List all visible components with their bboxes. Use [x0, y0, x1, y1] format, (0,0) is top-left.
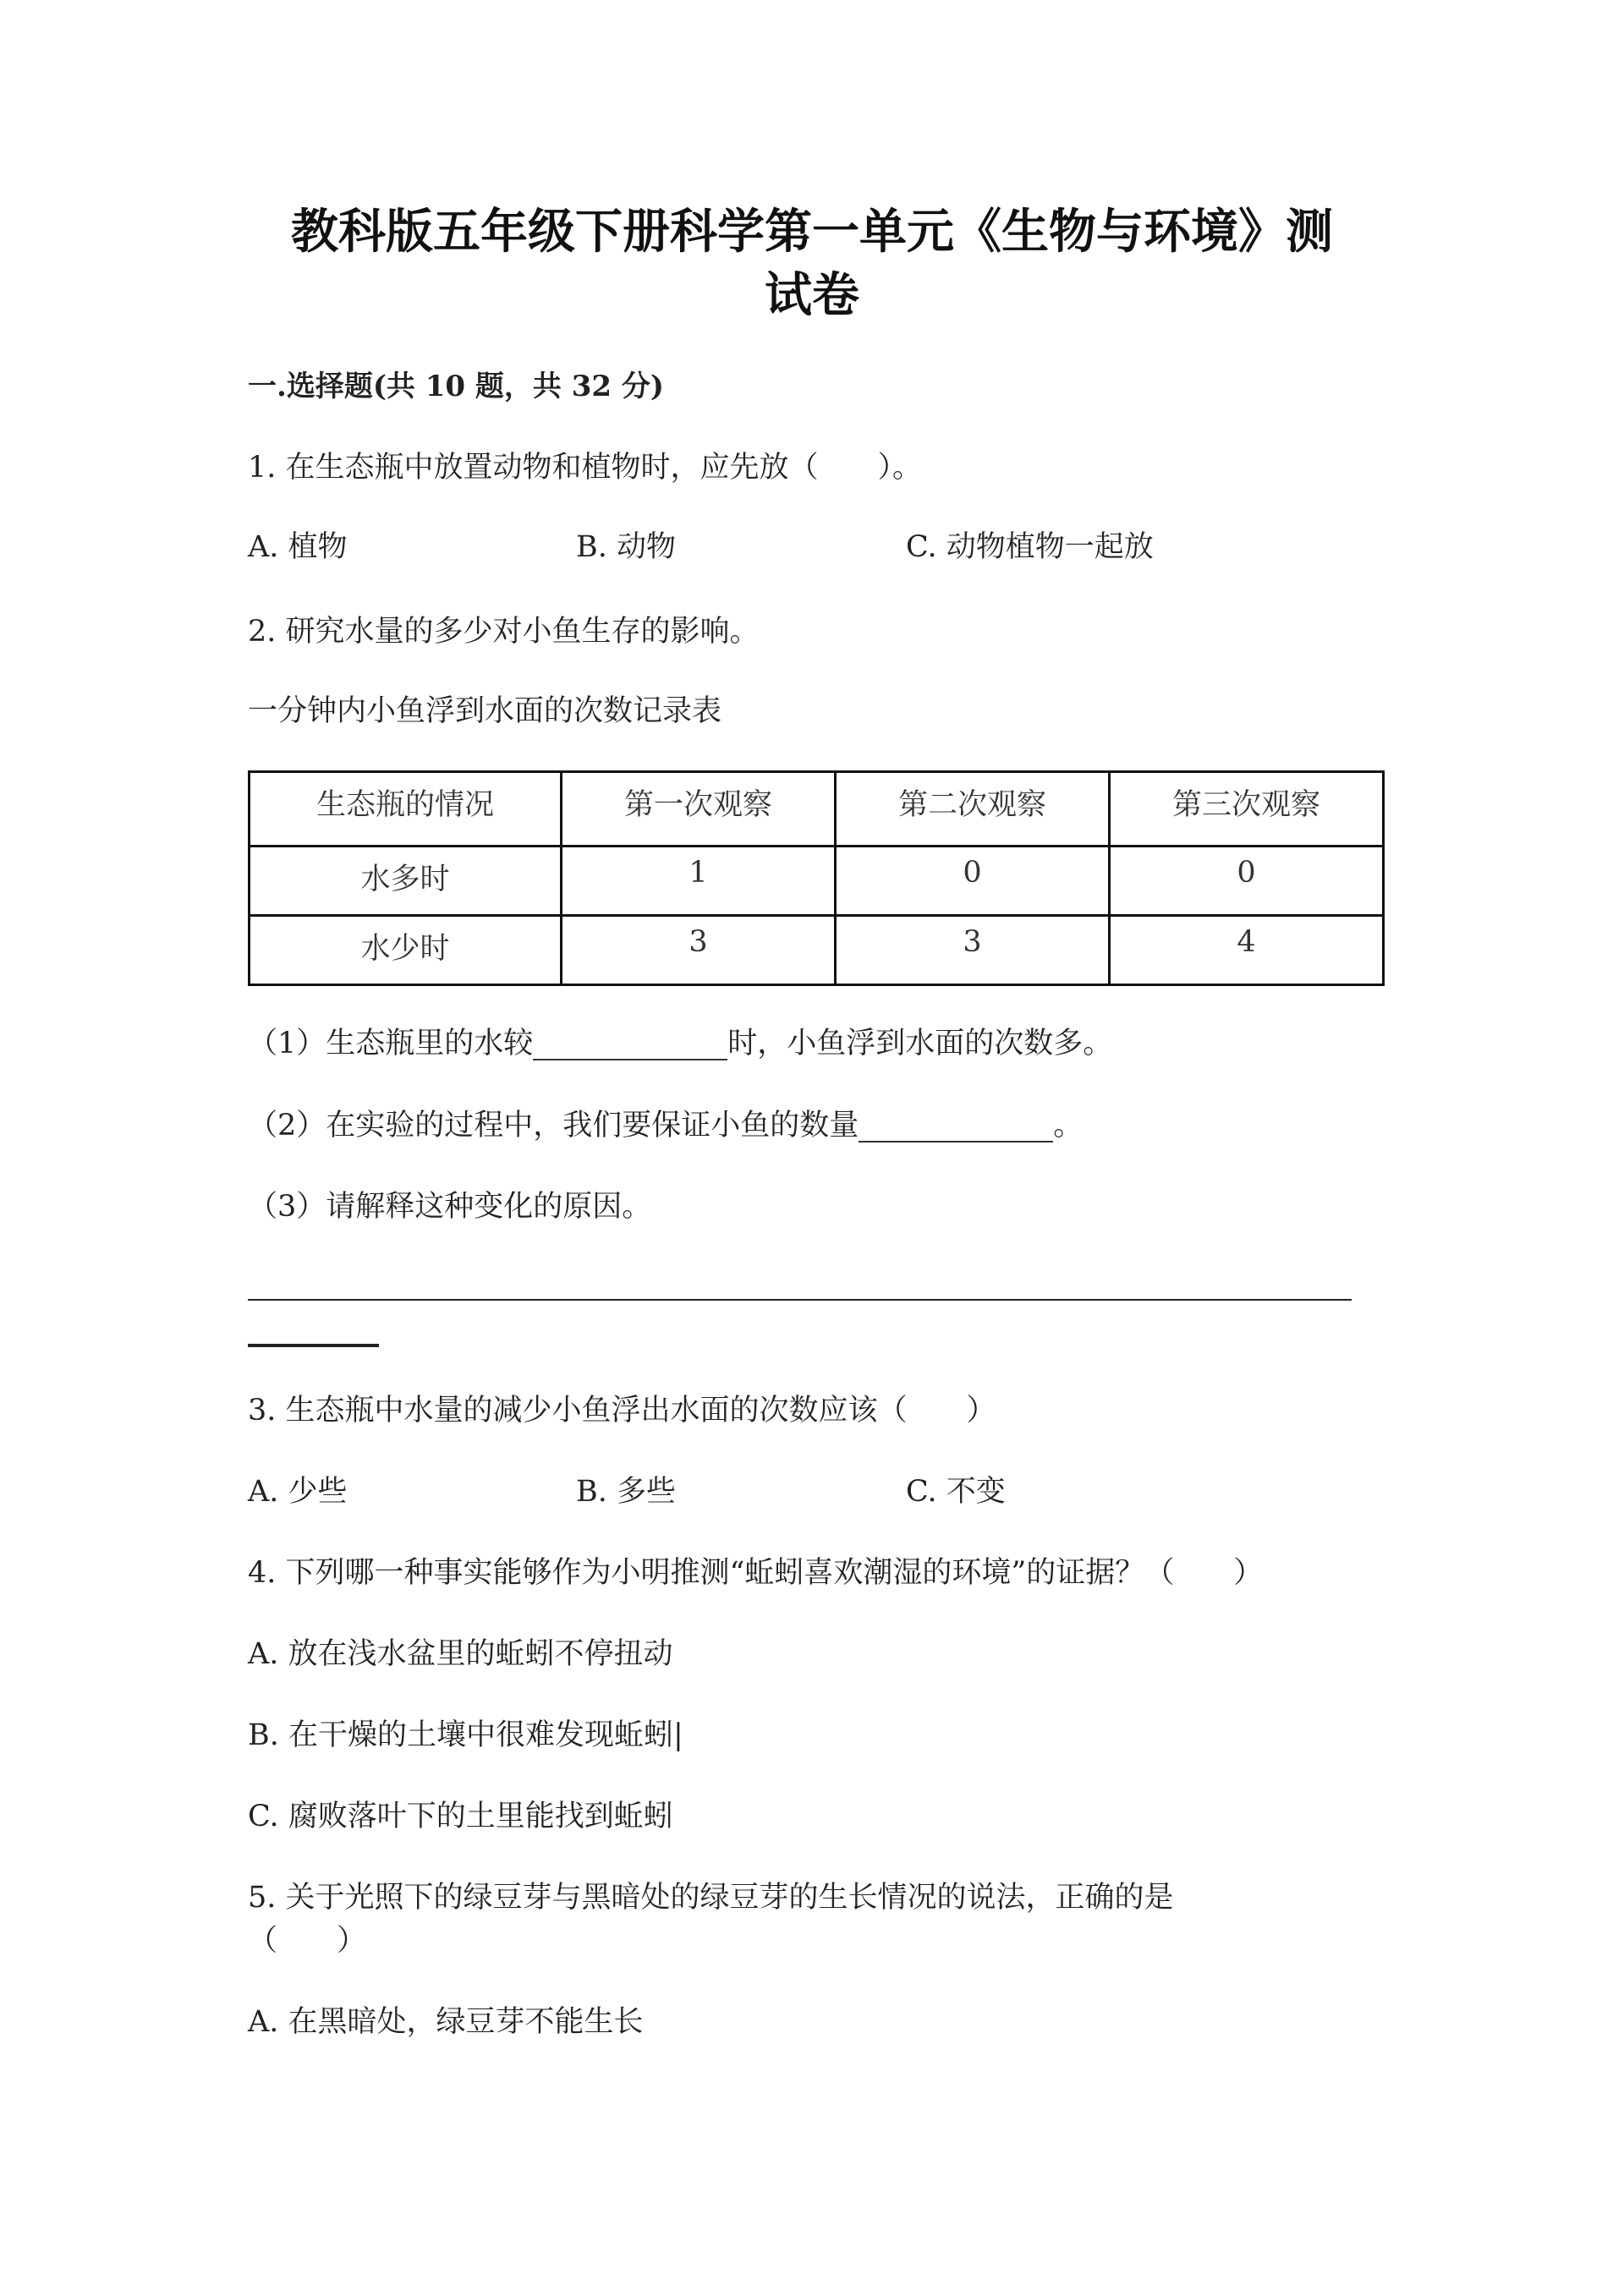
table-cell: 0 [1110, 847, 1384, 916]
q3-option-c: C. 不变 [906, 1475, 1006, 1509]
table-cell: 3 [836, 916, 1110, 985]
table-header: 第二次观察 [836, 772, 1110, 847]
answer-line[interactable] [248, 1299, 1352, 1301]
table-caption: 一分钟内小鱼浮到水面的次数记录表 [248, 694, 722, 728]
q2-sub1 [248, 1027, 1112, 1060]
q3-option-a: A. 少些 [248, 1475, 348, 1509]
answer-line[interactable] [248, 1344, 379, 1347]
table-header: 第一次观察 [562, 772, 836, 847]
table-header: 第三次观察 [1110, 772, 1384, 847]
q5-option-a: A. 在黑暗处，绿豆芽不能生长 [248, 2005, 644, 2039]
answer-blank[interactable] [859, 1114, 1053, 1143]
q3-option-b: B. 多些 [576, 1475, 676, 1509]
q4-option-b: B. 在干燥的土壤中很难发现蚯蚓| [248, 1718, 683, 1752]
table-row [250, 847, 1384, 916]
table-row [250, 916, 1384, 985]
table-cell: 0 [836, 847, 1110, 916]
table-cell: 水少时 [250, 916, 562, 985]
q2-sub2-post: 。 [1053, 1109, 1084, 1143]
table-cell: 水多时 [250, 847, 562, 916]
table-header-row [250, 772, 1384, 847]
q1-stem: 1. 在生态瓶中放置动物和植物时，应先放（ ）。 [248, 451, 923, 485]
table-cell: 3 [562, 916, 836, 985]
table-cell: 1 [562, 847, 836, 916]
q2-sub1-post: 时，小鱼浮到水面的次数多。 [727, 1027, 1113, 1060]
q5-paren: （ ） [248, 1924, 367, 1958]
q4-stem: 4. 下列哪一种事实能够作为小明推测“蚯蚓喜欢潮湿的环境”的证据？（ ） [248, 1556, 1264, 1590]
table-cell: 4 [1110, 916, 1384, 985]
q1-option-c: C. 动物植物一起放 [906, 530, 1154, 564]
q2-sub2 [248, 1109, 1083, 1143]
q2-stem: 2. 研究水量的多少对小鱼生存的影响。 [248, 615, 760, 649]
q1-option-b: B. 动物 [576, 530, 676, 564]
q2-sub1-pre: （1）生态瓶里的水较 [248, 1027, 534, 1060]
observation-table [248, 770, 1385, 986]
section-heading: 一.选择题(共 10 题，共 32 分) [248, 370, 664, 403]
q4-option-c: C. 腐败落叶下的土里能找到蚯蚓 [248, 1800, 673, 1833]
doc-title-line2: 试卷 [765, 267, 859, 323]
q2-sub2-pre: （2）在实验的过程中，我们要保证小鱼的数量 [248, 1109, 859, 1143]
q2-sub3: （3）请解释这种变化的原因。 [248, 1190, 652, 1224]
q5-stem: 5. 关于光照下的绿豆芽与黑暗处的绿豆芽的生长情况的说法，正确的是 [248, 1881, 1174, 1915]
q4-option-a: A. 放在浅水盆里的蚯蚓不停扭动 [248, 1637, 673, 1671]
doc-title-line1: 教科版五年级下册科学第一单元《生物与环境》测 [291, 204, 1333, 260]
q1-option-a: A. 植物 [248, 530, 348, 564]
table-header: 生态瓶的情况 [250, 772, 562, 847]
q3-stem: 3. 生态瓶中水量的减少小鱼浮出水面的次数应该（ ） [248, 1394, 996, 1427]
answer-blank[interactable] [533, 1032, 727, 1060]
